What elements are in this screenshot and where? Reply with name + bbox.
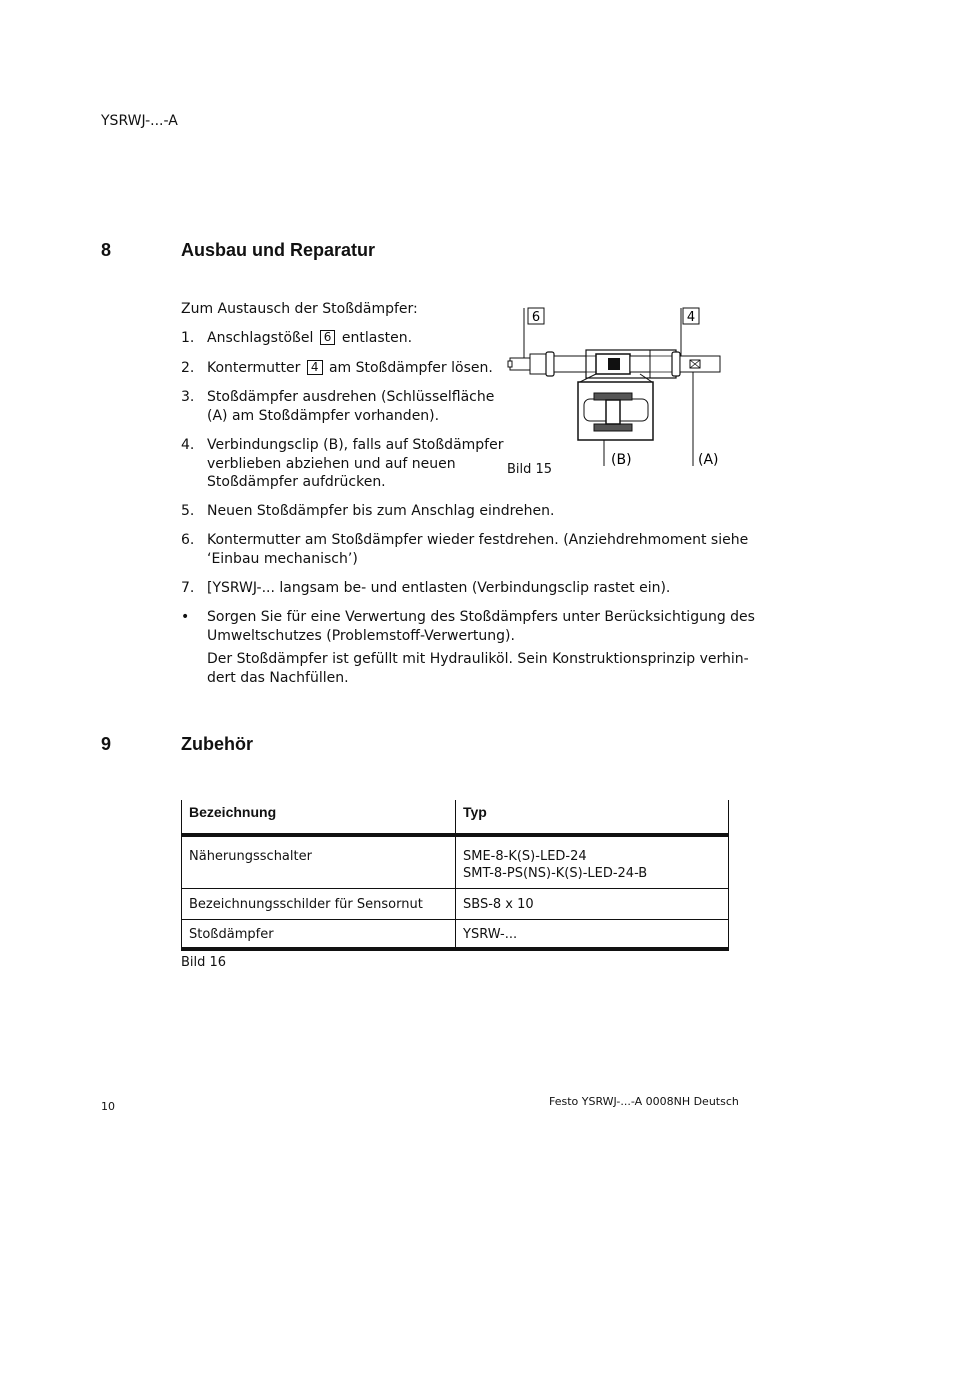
table-cell-name: Näherungsschalter <box>182 835 456 889</box>
part-label-6: 6 <box>531 310 541 325</box>
step-text: Stoßdämpfer aufdrücken. <box>207 474 386 490</box>
table-cell-type <box>456 889 729 920</box>
clip-core <box>608 358 620 370</box>
bullet-marker: • <box>181 609 190 625</box>
table-row <box>182 835 729 889</box>
type-line: SME-8-K(S)-LED-24 <box>463 849 587 864</box>
section-9-title: Zubehör <box>181 734 253 754</box>
callout-label-b: (B) <box>611 452 632 468</box>
shock-absorber-diagram <box>500 300 730 485</box>
step-number: 4. <box>181 437 195 453</box>
table-cell-type <box>456 835 729 889</box>
footer-doc-info: Festo YSRWJ-...-A 0008NH Deutsch <box>549 1095 739 1108</box>
step-text: Verbindungsclip (B), falls auf Stoßdämpfer <box>207 437 504 453</box>
section-8-intro: Zum Austausch der Stoßdämpfer: <box>181 301 418 317</box>
callout-label-a: (A) <box>698 452 719 468</box>
step-text: Neuen Stoßdämpfer bis zum Anschlag eindrehen. <box>207 503 555 519</box>
type-line: SMT-8-PS(NS)-K(S)-LED-24-B <box>463 866 648 881</box>
section-8-number: 8 <box>101 240 112 260</box>
piston-rod <box>554 356 586 372</box>
note-text: Der Stoßdämpfer ist gefüllt mit Hydrauliköl. Sein Konstruktionsprinzip verhin- <box>207 651 749 667</box>
plunger-end <box>508 361 512 367</box>
bullet-text: Umweltschutzes (Problemstoff-Verwertung). <box>207 627 515 644</box>
step-text: entlasten. <box>341 330 413 346</box>
table-cell-name: Stoßdämpfer <box>182 920 456 950</box>
table-row <box>182 889 729 920</box>
figure-15-caption: Bild 15 <box>507 462 553 477</box>
section-8-title: Ausbau und Reparatur <box>181 240 376 260</box>
column-header-bezeichnung: Bezeichnung <box>182 800 456 835</box>
step-text: Stoßdämpfer ausdrehen (Schlüsselfläche <box>207 389 495 405</box>
table-header-row <box>182 800 729 835</box>
step-text: Kontermutter <box>207 360 301 376</box>
figure-16-caption: Bild 16 <box>181 955 227 970</box>
step-text: ‘Einbau mechanisch’) <box>207 550 358 567</box>
step-text: verblieben abziehen und auf neuen <box>207 455 456 472</box>
part-number-box: 4 <box>307 360 323 375</box>
table-row <box>182 920 729 950</box>
part-number-box: 6 <box>320 330 336 345</box>
clip-web <box>606 400 620 424</box>
type-line: YSRW-... <box>463 927 518 942</box>
clip-flange-bottom <box>594 424 632 431</box>
bullet-text: Sorgen Sie für eine Verwertung des Stoßdämpfers unter Berücksichtigung des <box>207 609 755 625</box>
table-cell-type <box>456 920 729 950</box>
column-header-typ: Typ <box>456 800 729 835</box>
step-text: am Stoßdämpfer lösen. <box>328 360 493 376</box>
note-text: dert das Nachfüllen. <box>207 669 349 686</box>
step-text: (A) am Stoßdämpfer vorhanden). <box>207 407 440 424</box>
step-number: 3. <box>181 389 195 405</box>
table-cell-name: Bezeichnungsschilder für Sensornut <box>182 889 456 920</box>
clip-flange-top <box>594 393 632 400</box>
step-number: 2. <box>181 360 195 376</box>
step-text: Kontermutter am Stoßdämpfer wieder festdrehen. (Anziehdrehmoment siehe <box>207 532 749 548</box>
step-number: 7. <box>181 580 195 596</box>
stop-sleeve <box>530 354 546 374</box>
stop-ring <box>546 352 554 376</box>
section-9-number: 9 <box>101 734 112 754</box>
part-label-4: 4 <box>686 310 696 325</box>
step-number: 6. <box>181 532 195 548</box>
step-text: Anschlagstößel <box>207 330 314 346</box>
lock-nut <box>672 352 680 376</box>
step-text: [YSRWJ-... langsam be- und entlasten (Verbindungsclip rastet ein). <box>207 580 671 596</box>
plunger-tip <box>510 358 530 370</box>
accessories-table <box>181 800 729 951</box>
step-number: 1. <box>181 330 195 346</box>
step-number: 5. <box>181 503 195 519</box>
document-id-header: YSRWJ-...-A <box>101 113 178 129</box>
page-number: 10 <box>101 1100 115 1113</box>
type-line: SBS-8 x 10 <box>463 897 534 912</box>
